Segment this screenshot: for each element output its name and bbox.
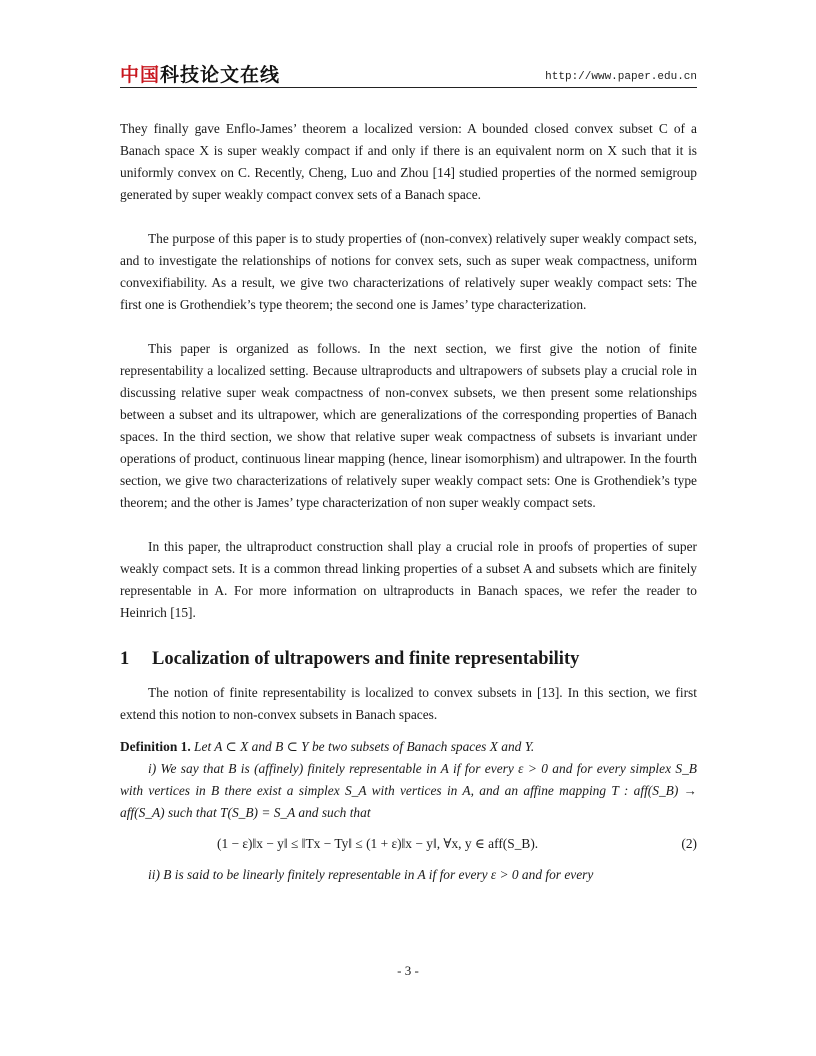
equation-tag: (2) <box>681 836 697 851</box>
paragraph-3: This paper is organized as follows. In the next section, we first give the notion of finite representability a localized setting. Because ultraproducts and ultrapowers of subsets play a crucial role in discussing relative super weak compactness of non-convex subsets, we then present some relationships between a subset and its ultrapower, which are generalizations of the corresponding properties of Banach spaces. In the third section, we show that relative super weak compactness of subsets is invariant under operations of product, continuous linear mapping (hence, linear isomorphism) and ultrapower. In the fourth section, we give two characterizations of relatively super weakly compact sets: One is Grothendiek’s type theorem; and the other is James’ type characterization of non super weakly compact sets. <box>120 341 697 510</box>
section-heading <box>120 646 697 672</box>
logo-red-text: 中国 <box>120 64 161 86</box>
definition-item-i: i) We say that B is (affinely) finitely representable in A if for every ε > 0 and for every simplex S_B with vertices in B there exist a simplex S_A with vertices in A, and an affine mapping T : aff(S_B) → aff(S_A) such that T(S_B) = S_A and such that <box>120 761 697 820</box>
section-title: Localization of ultrapowers and finite representability <box>152 649 580 669</box>
section-number: 1 <box>120 649 130 669</box>
paragraph-4: In this paper, the ultraproduct construction shall play a crucial role in proofs of properties of super weakly compact sets. It is a common thread linking properties of a subset A and subsets which are finitely representable in A. For more information on ultraproducts in Banach spaces, we refer the reader to Heinrich [15]. <box>120 539 697 620</box>
definition-statement: Let A ⊂ X and B ⊂ Y be two subsets of Banach spaces X and Y. <box>194 739 535 754</box>
definition-1 <box>120 736 697 758</box>
site-logo[interactable] <box>120 62 280 88</box>
header-url[interactable]: http://www.paper.edu.cn <box>545 71 697 83</box>
page-number: - 3 - <box>397 963 419 978</box>
section-intro: The notion of finite representability is localized to convex subsets in [13]. In this section, we first extend this notion to non-convex subsets in Banach spaces. <box>120 685 697 722</box>
equation-formula: (1 − ε)‖x − y‖ ≤ ‖Tx − Ty‖ ≤ (1 + ε)‖x − y‖, ∀x, y ∈ aff(S_B). <box>217 836 539 851</box>
definition-item-ii: ii) B is said to be linearly finitely representable in A if for every ε > 0 and for every <box>148 867 594 882</box>
paragraph-1: They finally gave Enflo-James’ theorem a localized version: A bounded closed convex subset C of a Banach space X is super weakly compact if and only if there is an equivalent norm on X such that it is uniformly convex on C. Recently, Cheng, Luo and Zhou [14] studied properties of the normed semigroup generated by super weakly compact convex sets of a Banach space. <box>120 121 697 202</box>
header-rule <box>120 87 697 88</box>
equation-2 <box>120 828 697 860</box>
definition-label: Definition 1. <box>120 739 191 754</box>
paper-body <box>120 118 697 886</box>
page-header <box>120 62 697 88</box>
paragraph-2: The purpose of this paper is to study properties of (non-convex) relatively super weakly compact sets, and to investigate the relationships of notions for convex sets, such as super weak compactness, uniform convexifiability. As a result, we give two characterizations of relatively super weakly compact sets: The first one is Grothendiek’s type theorem; the second one is James’ type characterization. <box>120 231 697 312</box>
logo-black-text: 科技论文在线 <box>160 64 281 86</box>
